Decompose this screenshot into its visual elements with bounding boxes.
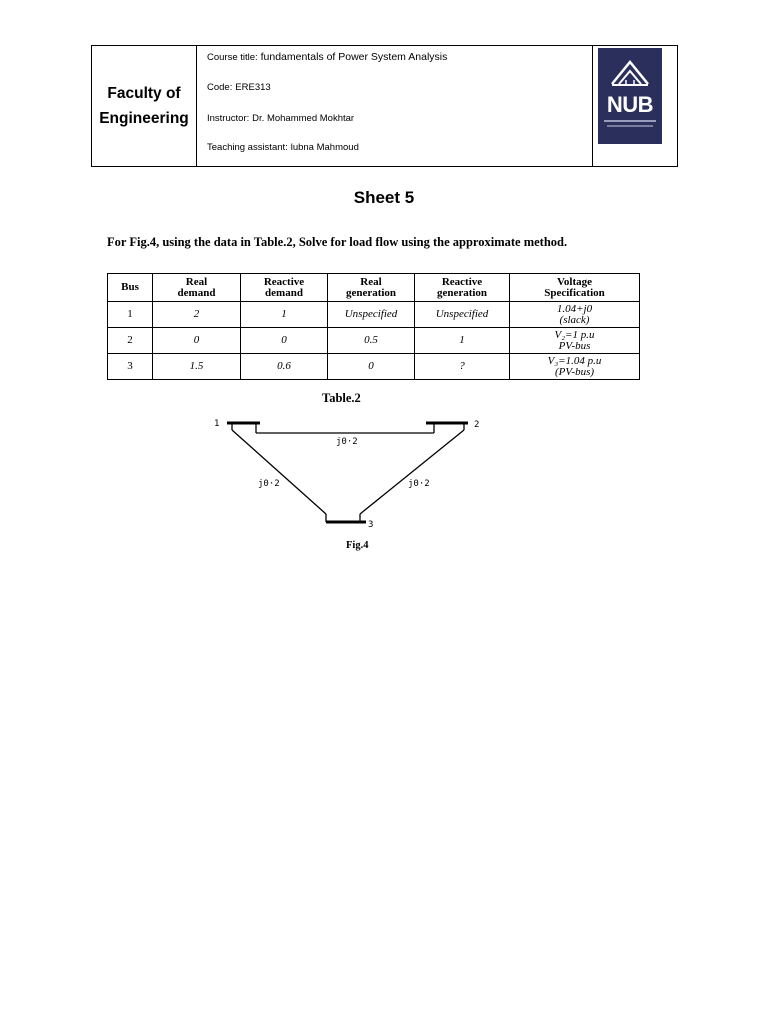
header-bus: Bus [108,274,153,302]
network-diagram [200,410,500,535]
building-icon [610,58,650,88]
bus-data-table [107,273,640,380]
logo-text: NUB [606,92,654,117]
cell-bus: 2 [108,328,153,354]
instructor-line [207,112,354,124]
cell-real-demand: 1.5 [153,354,241,380]
header-real-generation: Real generation [328,274,415,302]
code-line [207,81,271,93]
cell-real-demand: 0 [153,328,241,354]
cell-real-generation: 0.5 [328,328,415,354]
question-text: For Fig.4, using the data in Table.2, Solve for load flow using the approximate method. [107,235,568,249]
figure-caption: Fig.4 [346,540,369,551]
table-header-row [108,274,640,302]
cell-reactive-generation: Unspecified [415,302,510,328]
bus-label-2: 2 [474,420,480,430]
faculty-line-2: Engineering [99,110,189,127]
bus-label-1: 1 [214,419,220,429]
cell-reactive-generation: 1 [415,328,510,354]
cell-reactive-demand: 1 [241,302,328,328]
instructor-value: Dr. Mohammed Mokhtar [252,113,355,124]
cell-reactive-generation: ? [415,354,510,380]
table-caption: Table.2 [322,391,361,405]
ta-line [207,141,359,153]
faculty-cell [92,46,197,166]
cell-bus: 3 [108,354,153,380]
instructor-label: Instructor: [207,113,250,124]
logo-subtitle-line [604,120,656,122]
impedance-label-2-3: j0·2 [408,479,430,489]
cell-bus: 1 [108,302,153,328]
cell-real-generation: Unspecified [328,302,415,328]
code-label: Code: [207,82,233,93]
bus-label-3: 3 [368,520,374,530]
header-box [91,45,678,167]
header-reactive-generation: Reactive generation [415,274,510,302]
cell-real-generation: 0 [328,354,415,380]
header-voltage-specification: Voltage Specification [510,274,640,302]
course-info-cell [197,46,593,166]
impedance-label-1-3: j0·2 [258,479,280,489]
table-row [108,328,640,354]
nub-logo [598,48,662,144]
cell-real-demand: 2 [153,302,241,328]
impedance-label-1-2: j0·2 [336,437,358,447]
header-reactive-demand: Reactive demand [241,274,328,302]
table-row [108,302,640,328]
cell-voltage: 1.04+j0 (slack) [510,302,640,328]
course-value: fundamentals of Power System Analysis [260,51,448,63]
logo-subtitle-line-arabic [607,125,653,127]
cell-voltage: V₃=1.04 p.u (PV-bus) [510,354,640,380]
ta-value: lubna Mahmoud [290,142,359,153]
cell-voltage: V₂=1 p.u PV-bus [510,328,640,354]
sheet-title: Sheet 5 [353,188,415,207]
header-real-demand: Real demand [153,274,241,302]
course-label: Course title: [207,52,258,63]
code-value: ERE313 [235,82,271,93]
logo-cell [593,46,677,166]
ta-label: Teaching assistant: [207,142,288,153]
table-row [108,354,640,380]
cell-reactive-demand: 0.6 [241,354,328,380]
course-title-line [207,51,447,63]
cell-reactive-demand: 0 [241,328,328,354]
faculty-line-1: Faculty of [107,85,181,102]
